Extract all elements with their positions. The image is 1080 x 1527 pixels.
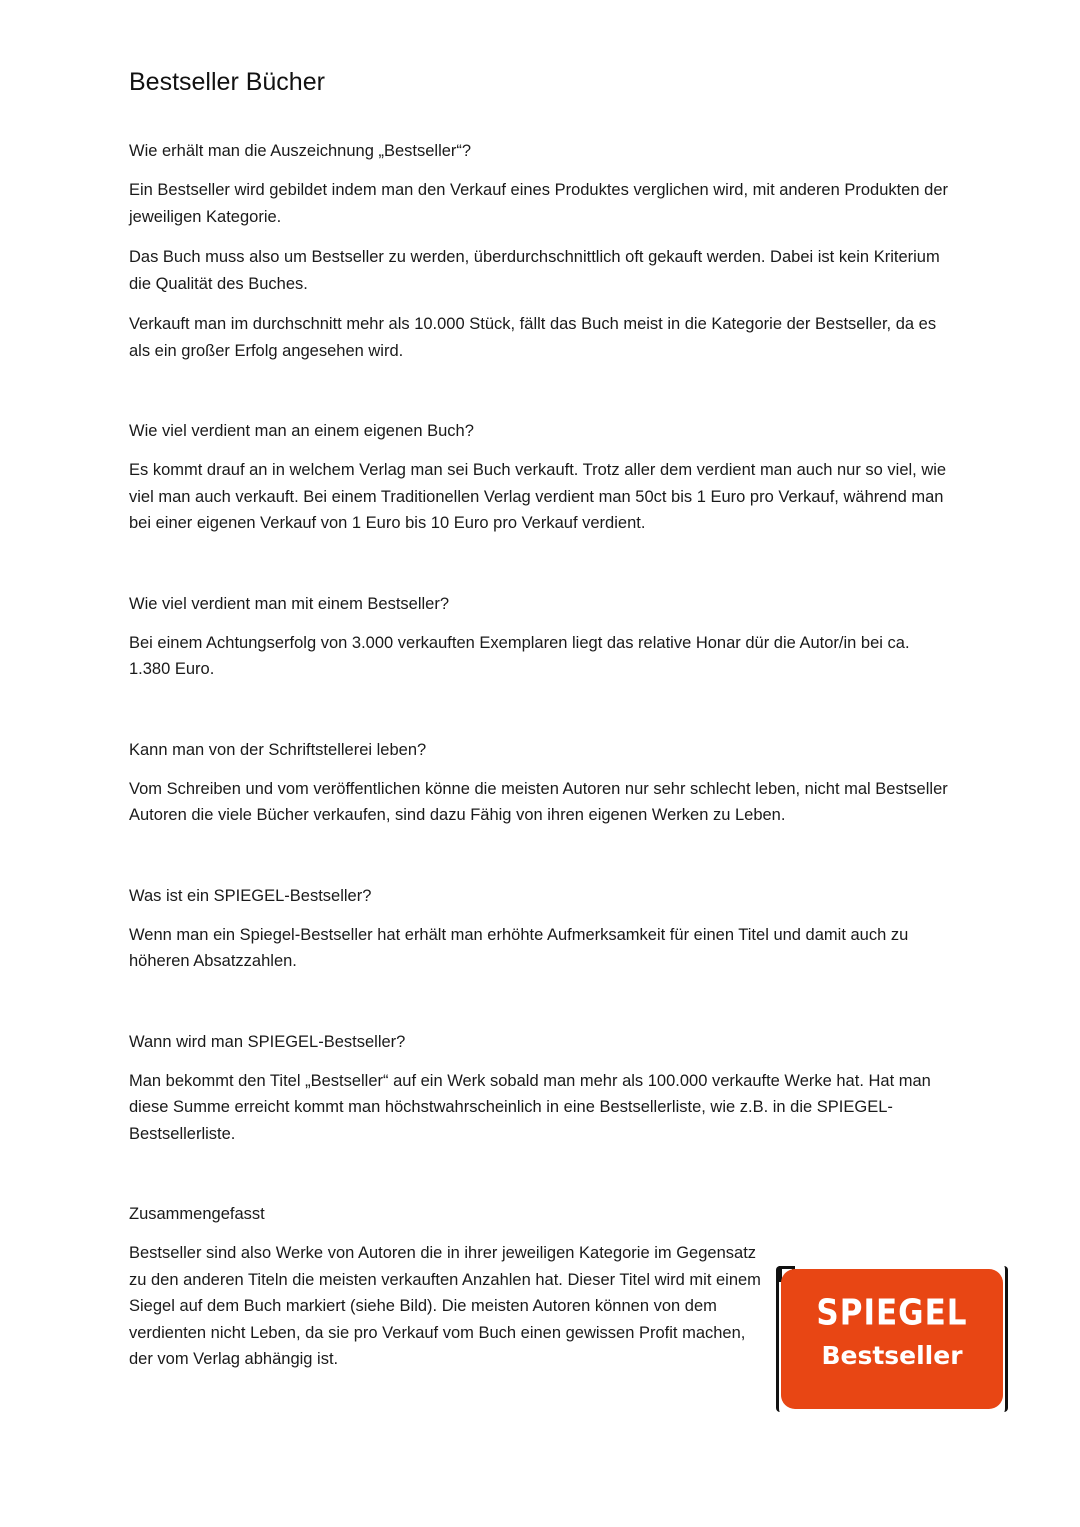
section-paragraph: Vom Schreiben und vom veröffentlichen könne die meisten Autoren nur sehr schlecht leben, nicht mal Bestseller Autoren die viele Bücher verkaufen, sind dazu Fähig von ihren eigenen Werken zu Leben. [129, 779, 948, 824]
section-question: Was ist ein SPIEGEL-Bestseller? [129, 886, 372, 905]
section-question: Wie erhält man die Auszeichnung „Bestseller“? [129, 142, 472, 160]
section-bestseller-award [129, 138, 949, 364]
section-when-spiegel-bestseller [129, 1029, 949, 1148]
section-paragraph: Man bekommt den Titel „Bestseller“ auf ein Werk sobald man mehr als 100.000 verkaufte Werke hat. Hat man diese Summe erreicht kommt man höchstwahrscheinlich in eine Bestsellerliste, wie z.B. in die SPIEGEL-Bestsellerliste. [129, 1071, 931, 1143]
section-question: Wie viel verdient man mit einem Bestseller? [129, 594, 450, 613]
section-paragraph: Verkauft man im durchschnitt mehr als 10.000 Stück, fällt das Buch meist in die Kategorie der Bestseller, da es als ein großer Erfolg angesehen wird. [129, 315, 937, 360]
spiegel-bestseller-seal-image [776, 1266, 1008, 1412]
spiegel-bestseller-badge [781, 1269, 1003, 1409]
section-what-is-spiegel-bestseller [129, 883, 949, 975]
document-title: Bestseller Bücher [129, 68, 325, 96]
section-question: Wie viel verdient man an einem eigenen Buch? [129, 422, 474, 440]
section-paragraph: Es kommt drauf an in welchem Verlag man sei Buch verkauft. Trotz aller dem verdient man auch nur so viel, wie viel man auch verkauft. Bei einem Traditionellen Verlag verdient man 50ct bis 1 Euro pro Verkauf, während man bei einer eigenen Verkauf von 1 Euro bis 10 Euro pro Verkauf verdient. [129, 461, 947, 532]
document-page [129, 62, 949, 1387]
section-paragraph: Bei einem Achtungserfolg von 3.000 verkauften Exemplaren liegt das relative Honar dür die Autor/in bei ca. 1.380 Euro. [129, 633, 910, 678]
section-question: Kann man von der Schriftstellerei leben? [129, 740, 427, 759]
section-paragraph: Das Buch muss also um Bestseller zu werden, überdurchschnittlich oft gekauft werden. Dabei ist kein Kriterium die Qualität des Buches. [129, 248, 940, 293]
section-earnings-bestseller [129, 591, 949, 683]
section-paragraph: Wenn man ein Spiegel-Bestseller hat erhält man erhöhte Aufmerksamkeit für einen Titel und damit auch zu höheren Absatzzahlen. [129, 925, 909, 970]
badge-line-bestseller: Bestseller [821, 1341, 963, 1370]
section-earnings-own-book [129, 418, 949, 537]
section-living-from-writing [129, 737, 949, 829]
section-paragraph: Ein Bestseller wird gebildet indem man den Verkauf eines Produktes verglichen wird, mit anderen Produkten der jeweiligen Kategorie. [129, 181, 949, 226]
section-question: Zusammengefasst [129, 1205, 265, 1223]
section-question: Wann wird man SPIEGEL-Bestseller? [129, 1032, 406, 1051]
badge-line-spiegel: SPIEGEL [816, 1292, 968, 1334]
section-paragraph: Bestseller sind also Werke von Autoren die in ihrer jeweiligen Kategorie im Gegensatz zu den anderen Titeln die meisten verkauften Anzahlen hat. Dieser Titel wird mit einem Siegel auf dem Buch markiert (siehe Bild). Die meisten Autoren können von dem verdienten nicht Leben, da sie pro Verkauf vom Buch einen gewissen Profit machen, der vom Verlag abhängig ist. [129, 1244, 761, 1368]
